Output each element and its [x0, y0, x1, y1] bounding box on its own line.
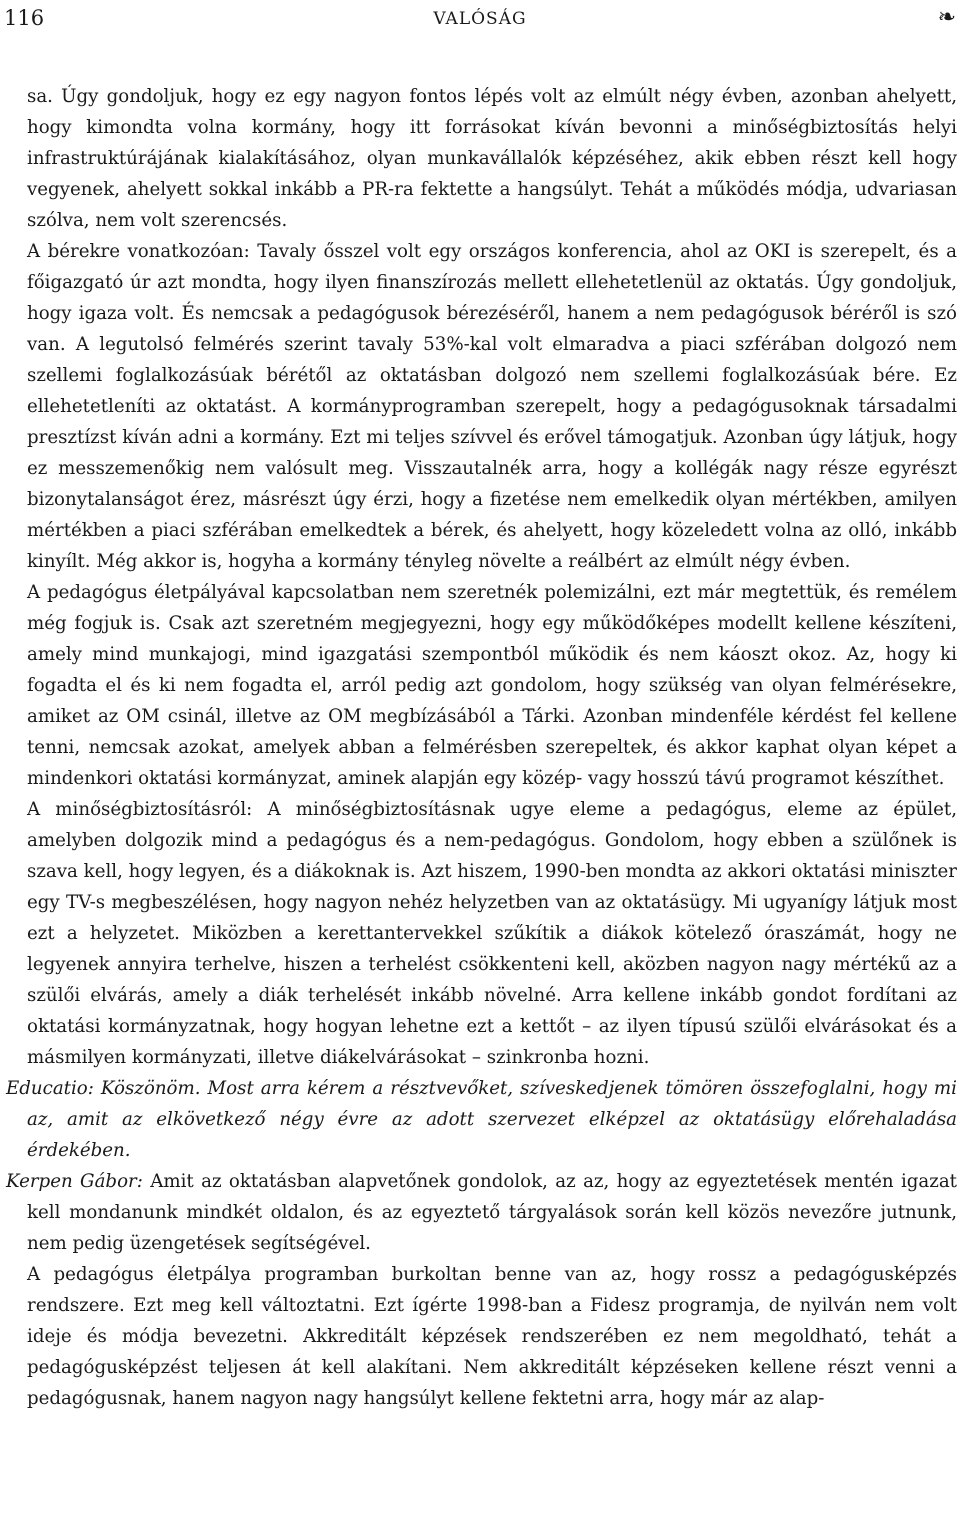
- paragraph: A bérekre vonatkozóan: Tavaly ősszel volt egy országos konferencia, ahol az OKI is szerepelt, és a főigazgató úr azt mondta, hogy ilyen finanszírozás mellett ellehetetlenül az oktatás. Úgy gondoljuk, hogy igaza volt. És nemcsak a pedagógusok bérezéséről, hanem a nem pedagógusok béréről is szó van. A legutolsó felmérés szerint tavaly 53%-kal volt elmaradva a piaci szférában dolgozó nem szellemi foglalkozásúak bérétől az oktatásban dolgozó nem szellemi foglalkozásúak bére. Ez ellehetetleníti az oktatást. A kormányprogramban szerepelt, hogy a pedagógusoknak társadalmi presztízst kíván adni a kormány. Ezt mi teljes szívvel és erővel támogatjuk. Azonban úgy látjuk, hogy ez messzemenőkig nem valósult meg. Visszautalnék arra, hogy a kollégák nagy része egyrészt bizonytalanságot érez, másrészt úgy érzi, hogy a fizetése nem emelkedik olyan mértékben, amilyen mértékben a piaci szférában emelkedtek a bérek, és ahelyett, hogy közeledett volna az olló, inkább kinyílt. Még akkor is, hogyha a kormány tényleg növelte a reálbért az elmúlt négy évben.: [27, 241, 957, 572]
- speaker-name: Kerpen Gábor:: [6, 1171, 143, 1192]
- body-text: [6, 81, 957, 1414]
- paragraph: A minőségbiztosításról: A minőségbiztosításnak ugye eleme a pedagógus, eleme az épület, amelyben dolgozik mind a pedagógus és a nem-pedagógus. Gondolom, hogy ebben a szülőnek is szava kell, hogy legyen, és a diákoknak is. Azt hiszem, 1990-ben mondta az akkori oktatási miniszter egy TV-s megbeszélésen, hogy nagyon nehéz helyzetben van az oktatásügy. Mi ugyanígy látjuk most ezt a helyzetet. Miközben a kerettantervekkel szűkítik a diákok kötelező óraszámát, hogy ne legyenek annyira terhelve, hiszen a terhelést csökkenteni kell, aközben nagyon nagy mértékű az a szülői elvárás, amely a diák terhelését inkább növelné. Arra kellene inkább gondot fordítani az oktatási kormányzatnak, hogy hogyan lehetne ezt a kettőt – az ilyen típusú szülői elvárásokat és a másmilyen kormányzati, illetve diákelvárásokat – szinkronba hozni.: [27, 799, 957, 1068]
- speaker-name: Educatio:: [6, 1078, 94, 1099]
- question-text: Köszönöm. Most arra kérem a résztvevőket, szíveskedjenek tömören összefoglalni, hogy mi az, amit az elkövetkező négy évre az adott szervezet elképzel az oktatásügy előrehaladása érdekében.: [27, 1078, 957, 1161]
- paragraph: sa. Úgy gondoljuk, hogy ez egy nagyon fontos lépés volt az elmúlt négy évben, azonban ahelyett, hogy kimondta volna kormány, hogy itt forrásokat kíván bevonni a minőségbiztosítás helyi infrastruktúrájának kialakításához, olyan munkavállalók képzéséhez, akik ebben részt kell hogy vegyenek, ahelyett sokkal inkább a PR-ra fektette a hangsúlyt. Tehát a működés módja, udvariasan szólva, nem volt szerencsés.: [27, 86, 957, 231]
- page-number: 116: [4, 6, 45, 30]
- running-title: VALÓSÁG: [433, 9, 527, 29]
- interviewer-question: [6, 1073, 957, 1166]
- answer-text: Amit az oktatásban alapvetőnek gondolok, az az, hogy az egyeztetések mentén igazat kell mondanunk mindkét oldalon, és az egyeztető tárgyalások során kell közös nevezőre jutnunk, nem pedig üzengetések segítségével.: [27, 1171, 957, 1254]
- running-head: [0, 4, 960, 34]
- fleuron-icon: ❧: [937, 5, 956, 30]
- paragraph: A pedagógus életpályával kapcsolatban nem szeretnék polemizálni, ezt már megtettük, és remélem még fogjuk is. Csak azt szeretném megjegyezni, hogy egy működőképes modellt kellene készíteni, amely mind munkajogi, mind igazgatási szempontból működik és nem káoszt okoz. Az, hogy ki fogadta el és ki nem fogadta el, arról pedig azt gondolom, hogy szükség van olyan felmérésekre, amiket az OM csinál, illetve az OM megbízásából a Tárki. Azonban mindenféle kérdést fel kellene tenni, nemcsak azokat, amelyek abban a felmérésben szerepeltek, és akkor kaphat olyan képet a mindenkori oktatási kormányzat, aminek alapján egy közép- vagy hosszú távú programot készíthet.: [27, 582, 957, 789]
- paragraph: A pedagógus életpálya programban burkoltan benne van az, hogy rossz a pedagógusképzés rendszere. Ezt meg kell változtatni. Ezt ígérte 1998-ban a Fidesz programja, de nyilván nem volt ideje és módja bevezetni. Akkreditált képzések rendszerében ez nem megoldható, tehát a pedagógusképzést teljesen át kell alakítani. Nem akkreditált képzéseken kellene részt venni a pedagógusnak, hanem nagyon nagy hangsúlyt kellene fektetni arra, hogy már az alap-: [27, 1264, 957, 1409]
- respondent-answer: [6, 1166, 957, 1259]
